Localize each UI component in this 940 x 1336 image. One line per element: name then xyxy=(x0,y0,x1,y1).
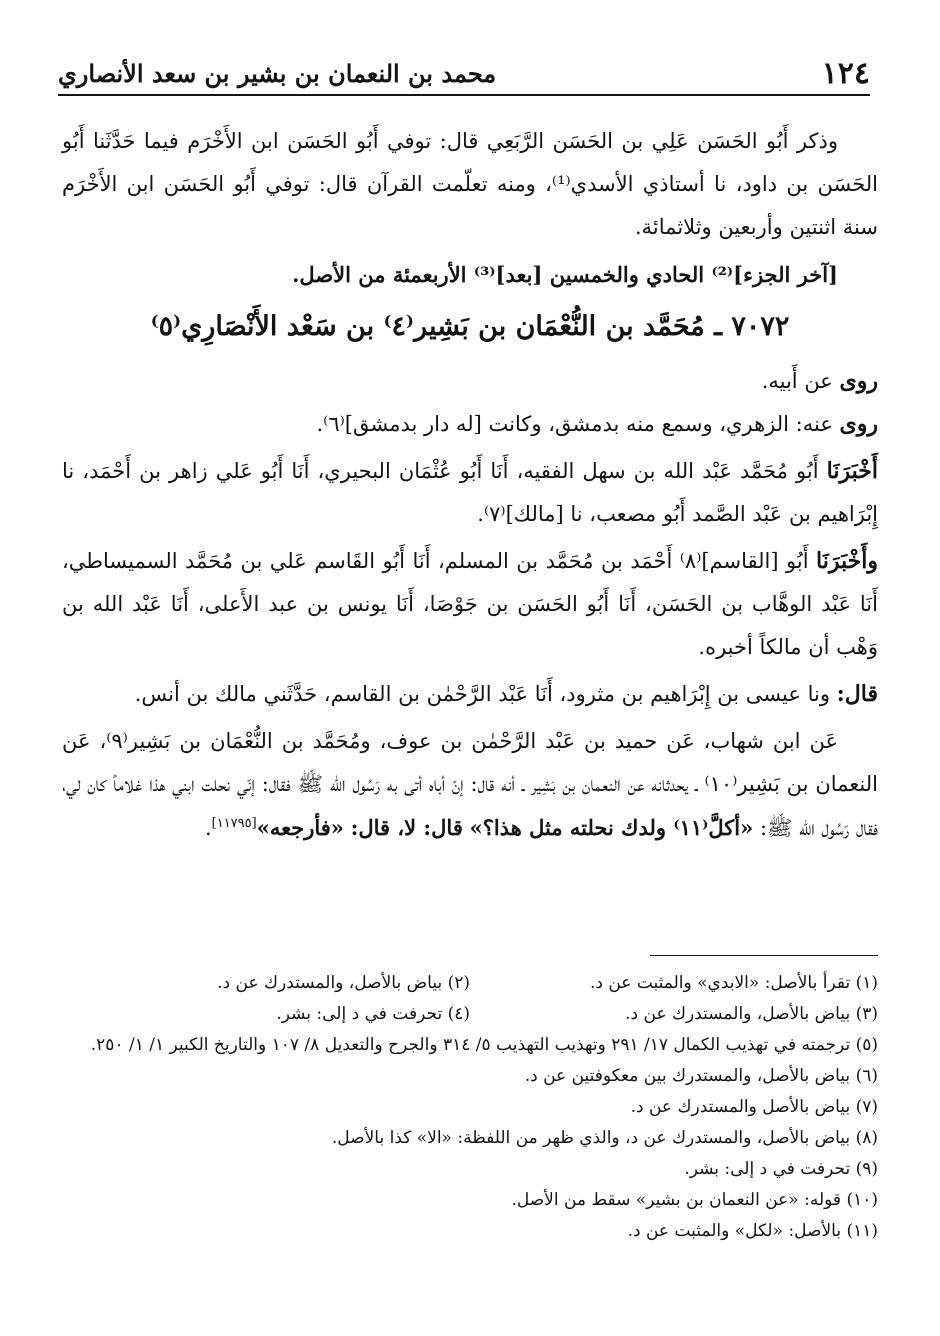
footnote-divider xyxy=(650,955,878,956)
main-text xyxy=(62,120,878,850)
footnote-11: (١١) بالأصل: «لكل» والمثبت عن د. xyxy=(627,1221,878,1241)
page-number: ١٢٤ xyxy=(821,55,870,91)
footnote-1: (١) تقرأ بالأصل: «الابدي» والمثبت عن د. xyxy=(589,973,878,993)
paragraph-6-text: أَبُو [القاسم]⁽٨⁾ أَحْمَد بن مُحَمَّد بن المسلم، أَنَا أَبُو القَاسم عَلي بن مُحَمَّد السميساطي، أَنَا عَبْد الوهَّاب بن الحَسَن، أَنَا أَبُو الحَسَن بن جَوْصَا، أَنَا يونس بن عبد الأَعلى، أَنَا عَبْد الله بن وَهْب أن مالكاً أخبره. xyxy=(62,549,878,659)
footnote-row xyxy=(62,999,878,1030)
paragraph-5 xyxy=(62,450,878,536)
paragraph-8 xyxy=(62,720,878,850)
paragraph-7-text: ونا عيسى بن إِبْرَاهيم بن مثرود، أَنَا عَبْد الرَّحْمٰن بن القاسم، حَدَّثَني مالك بن أنس. xyxy=(134,682,830,706)
footnote-5: (٥) ترجمته في تهذيب الكمال ١٧/ ٢٩١ وتهذيب التهذيب ٥/ ٣١٤ والجرح والتعديل ٨/ ١٠٧ والتاريخ الكبير ١/ ١/ ٢٥٠. xyxy=(90,1035,878,1055)
footnote-8: (٨) بياض بالأصل، والمستدرك عن د، والذي ظهر من اللفظة: «الا» كذا بالأصل. xyxy=(331,1128,878,1148)
paragraph-6-lead: وأَخْبَرَنَا xyxy=(816,548,878,574)
paragraph-6 xyxy=(62,540,878,669)
paragraph-3-text: عن أَبيه. xyxy=(761,369,833,393)
paragraph-7 xyxy=(62,673,878,716)
footnote-4: (٤) تحرفت في د إلى: بشر. xyxy=(276,1004,470,1024)
footnote-row xyxy=(62,968,878,999)
footnote-3: (٣) بياض بالأصل، والمستدرك عن د. xyxy=(625,1004,878,1024)
footnote-6: (٦) بياض بالأصل، والمستدرك بين معكوفتين عن د. xyxy=(524,1066,878,1086)
running-title: محمد بن النعمان بن بشير بن سعد الأنصاري xyxy=(58,58,497,88)
paragraph-4-lead: روى xyxy=(839,411,878,437)
paragraph-5-text: أَبُو مُحَمَّد عَبْد الله بن سهل الفقيه، أَنَا أَبُو عُثْمَان البحيري، أَنَا أَبُو عَلي زاهر بن أَحْمَد، نا إِبْرَاهيم بن عَبْد الصَّمد أَبُو مصعب، نا [مالك]⁽٧⁾. xyxy=(62,459,878,526)
paragraph-4 xyxy=(62,403,878,446)
paragraph-8-text: عَن ابن شهاب، عَن حميد بن عَبْد الرَّحْمٰن بن عوف، ومُحَمَّد بن النُّعْمَان بن بَشِير⁽٩⁾، عَن النعمان بن بَشِير⁽١٠⁾ ـ يحدثانه عن النعمان بن بَشِير ـ أنه قال: إنّ أباه أتى به رَسُول الله ﷺ فقال: إنّي نحلت ابني هذا غلاماً كان لي، فقال رَسُول الله ﷺ: xyxy=(62,729,878,840)
footnote-9: (٩) تحرفت في د إلى: بشر. xyxy=(684,1159,878,1179)
paragraph-8-quote: «أكلَّ⁽١١⁾ ولدك نحلته مثل هذا؟» xyxy=(469,815,754,840)
paragraph-8-quote-2: «فأرجعه» xyxy=(256,815,344,840)
footnotes xyxy=(62,968,878,1247)
paragraph-7-lead: قال: xyxy=(836,681,878,707)
paragraph-5-lead: أَخْبَرَنَا xyxy=(826,458,878,484)
paragraph-3 xyxy=(62,360,878,403)
paragraph-4-text: عنه: الزهري، وسمع منه بدمشق، وكانت [له دار بدمشق]⁽٦⁾. xyxy=(316,412,833,436)
entry-heading: ٧٠٧٢ ـ مُحَمَّد بن النُّعْمَان بن بَشِير⁽٤⁾ بن سَعْد الأَنْصَارِي⁽٥⁾ xyxy=(150,311,790,342)
page-header xyxy=(58,52,870,96)
paragraph-2: [آخر الجزء]⁽²⁾ الحادي والخمسين [بعد]⁽³⁾ الأربعمئة من الأصل. xyxy=(292,262,838,287)
paragraph-8-end: . xyxy=(204,816,212,840)
footnote-2: (٢) بياض بالأصل، والمستدرك عن د. xyxy=(217,973,470,993)
footnote-10: (١٠) قوله: «عن النعمان بن بشير» سقط من الأصل. xyxy=(511,1190,878,1210)
hadith-number: [١١٧٩٥] xyxy=(211,816,257,831)
paragraph-3-lead: روى xyxy=(839,368,878,394)
paragraph-8-mid: قال: لا، قال: xyxy=(350,815,463,840)
paragraph-1: وذكر أَبُو الحَسَن عَلِي بن الحَسَن الرَّبَعِي قال: توفي أَبُو الحَسَن ابن الأَخْرَم فيما حَدَّثَنا أَبُو الحَسَن بن داود، نا أستاذي الأسدي⁽¹⁾، ومنه تعلّمت القرآن قال: توفي أَبُو الحَسَن ابن الأَخْرَم سنة اثنتين وأربعين وثلاثمائة. xyxy=(62,129,878,239)
footnote-7: (٧) بياض بالأصل والمستدرك عن د. xyxy=(630,1097,878,1117)
